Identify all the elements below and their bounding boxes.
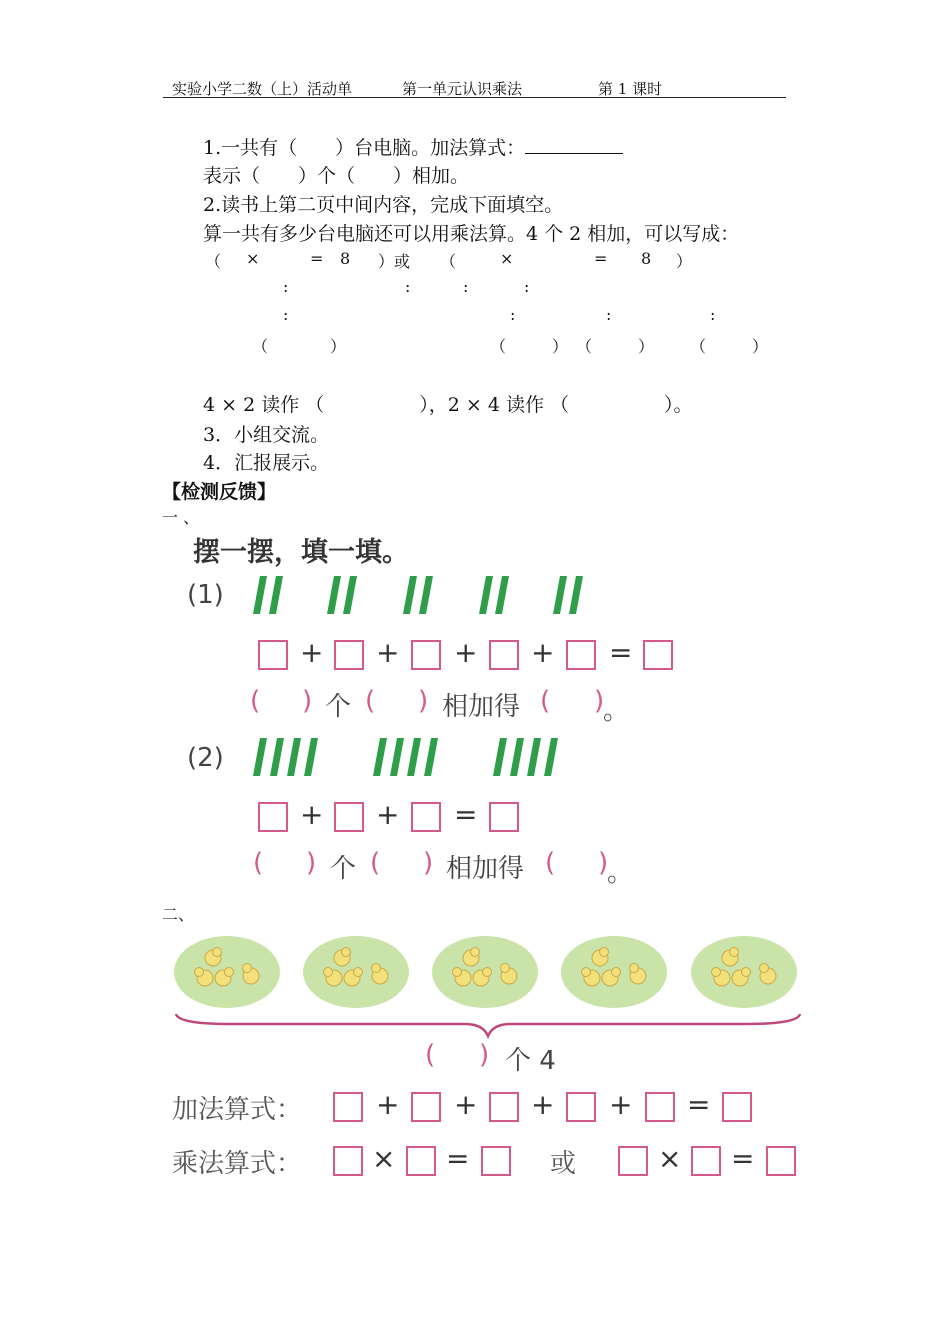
answer-box[interactable] — [333, 1146, 363, 1176]
header-unit: 第一单元认识乘法 — [402, 80, 523, 98]
q1-line1 — [203, 133, 623, 160]
ge-text: 个 — [330, 854, 357, 884]
period-mark: 。 — [607, 858, 634, 888]
paren-open: ( — [370, 848, 381, 878]
plus-sign: + — [609, 1088, 633, 1121]
paren-open: ( — [250, 686, 261, 716]
equals-sign: = — [687, 1088, 711, 1121]
blank-lparen: （ — [576, 337, 593, 356]
answer-box[interactable] — [566, 1092, 596, 1122]
answer-box[interactable] — [334, 802, 364, 832]
answer-box[interactable] — [566, 640, 596, 670]
formula-lparen-1: （ — [205, 252, 222, 271]
equals-sign: = — [446, 1142, 470, 1175]
paren-close: ) — [594, 686, 605, 716]
q2-line1: 2.读书上第二页中间内容，完成下面填空。 — [203, 194, 564, 216]
period-mark: 。 — [603, 696, 630, 726]
plus-sign: + — [376, 1088, 400, 1121]
item2-sticks-illustration — [250, 734, 580, 780]
colon-marker: : — [283, 277, 289, 296]
addition-label: 加法算式： — [172, 1095, 303, 1125]
blank-rparen: ） — [330, 337, 347, 356]
answer-box[interactable] — [481, 1146, 511, 1176]
item2-label: (2) — [187, 743, 224, 773]
q3-text: 3．小组交流。 — [203, 424, 330, 446]
colon-marker: : — [463, 277, 469, 296]
paren-close: ) — [306, 848, 317, 878]
or-text: 或 — [550, 1149, 577, 1179]
plate — [303, 936, 409, 1008]
colon-marker: : — [405, 277, 411, 296]
paren-open: ( — [425, 1040, 436, 1070]
paren-open: ( — [365, 686, 376, 716]
answer-box[interactable] — [411, 640, 441, 670]
read-as-line: 4 × 2 读作 （ ），2 × 4 读作 （ ）。 — [203, 394, 693, 416]
answer-box[interactable] — [258, 802, 288, 832]
paren-open: ( — [253, 848, 264, 878]
paren-close: ) — [423, 848, 434, 878]
paren-close: ) — [598, 848, 609, 878]
item1-sticks-illustration — [250, 572, 600, 618]
plus-sign: + — [454, 1088, 478, 1121]
paren-close: ) — [302, 686, 313, 716]
answer-box[interactable] — [489, 802, 519, 832]
blank-rparen: ） — [638, 337, 655, 356]
plus-sign: + — [300, 636, 324, 669]
ge-text: 个 — [325, 692, 352, 722]
xiangjiade-text: 相加得 — [442, 692, 521, 722]
formula-eq-2: = — [594, 249, 608, 268]
blank-lparen: （ — [690, 337, 707, 356]
q2-line2: 算一共有多少台电脑还可以用乘法算。4 个 2 相加，可以写成： — [203, 223, 740, 245]
ge4-text: 个 4 — [505, 1046, 556, 1076]
colon-marker: : — [283, 305, 289, 324]
plate — [174, 936, 280, 1008]
header-school: 实验小学二数（上）活动单 — [172, 80, 353, 98]
answer-box[interactable] — [643, 640, 673, 670]
formula-or: ）或 — [378, 252, 411, 271]
xiangjiade-text: 相加得 — [446, 854, 525, 884]
formula-eq-1: = — [310, 249, 324, 268]
chick-plates-illustration — [170, 932, 805, 1044]
times-sign: × — [372, 1142, 396, 1175]
colon-marker: : — [710, 305, 716, 324]
header-lesson: 第 1 课时 — [598, 80, 663, 98]
answer-box[interactable] — [411, 1092, 441, 1122]
paren-open: ( — [545, 848, 556, 878]
formula-lparen-2: （ — [440, 252, 457, 271]
part2-label: 二、 — [162, 905, 195, 924]
equals-sign: = — [731, 1142, 755, 1175]
plate — [432, 936, 538, 1008]
answer-box[interactable] — [411, 802, 441, 832]
paren-close: ) — [418, 686, 429, 716]
answer-box[interactable] — [489, 640, 519, 670]
answer-box[interactable] — [618, 1146, 648, 1176]
paren-open: ( — [540, 686, 551, 716]
answer-blank-line[interactable] — [525, 137, 623, 154]
formula-8-1: 8 — [340, 249, 351, 268]
answer-box[interactable] — [489, 1092, 519, 1122]
answer-box[interactable] — [645, 1092, 675, 1122]
plus-sign: + — [300, 798, 324, 831]
part1-heading: 摆一摆，填一填。 — [193, 537, 409, 568]
plus-sign: + — [376, 798, 400, 831]
feedback-title: 【检测反馈】 — [162, 481, 277, 503]
blank-lparen: （ — [252, 337, 269, 356]
colon-marker: : — [524, 277, 530, 296]
answer-box[interactable] — [722, 1092, 752, 1122]
equals-sign: = — [609, 636, 633, 669]
plus-sign: + — [454, 636, 478, 669]
formula-times-2: × — [500, 249, 514, 268]
part1-label: 一 、 — [162, 508, 200, 527]
blank-rparen: ） — [752, 337, 769, 356]
curly-brace — [176, 1014, 800, 1036]
answer-box[interactable] — [766, 1146, 796, 1176]
plate — [691, 936, 797, 1008]
colon-marker: : — [606, 305, 612, 324]
item1-label: (1) — [187, 580, 224, 610]
multiplication-label: 乘法算式： — [172, 1149, 303, 1179]
plate — [561, 936, 667, 1008]
answer-box[interactable] — [334, 640, 364, 670]
answer-box[interactable] — [691, 1146, 721, 1176]
times-sign: × — [658, 1142, 682, 1175]
q1-text: 1.一共有（ ）台电脑。加法算式： — [203, 137, 526, 159]
q1-line2: 表示（ ）个（ ）相加。 — [203, 165, 470, 187]
plus-sign: + — [376, 636, 400, 669]
formula-times-1: × — [246, 249, 260, 268]
paren-close: ) — [479, 1040, 490, 1070]
answer-box[interactable] — [406, 1146, 436, 1176]
q4-text: 4．汇报展示。 — [203, 452, 330, 474]
formula-rparen-2: ） — [676, 252, 693, 271]
plus-sign: + — [531, 636, 555, 669]
equals-sign: = — [454, 798, 478, 831]
answer-box[interactable] — [333, 1092, 363, 1122]
plus-sign: + — [531, 1088, 555, 1121]
blank-rparen: ） — [552, 337, 569, 356]
blank-lparen: （ — [490, 337, 507, 356]
colon-marker: : — [510, 305, 516, 324]
formula-8-2: 8 — [641, 249, 652, 268]
header-rule — [163, 97, 786, 98]
answer-box[interactable] — [258, 640, 288, 670]
